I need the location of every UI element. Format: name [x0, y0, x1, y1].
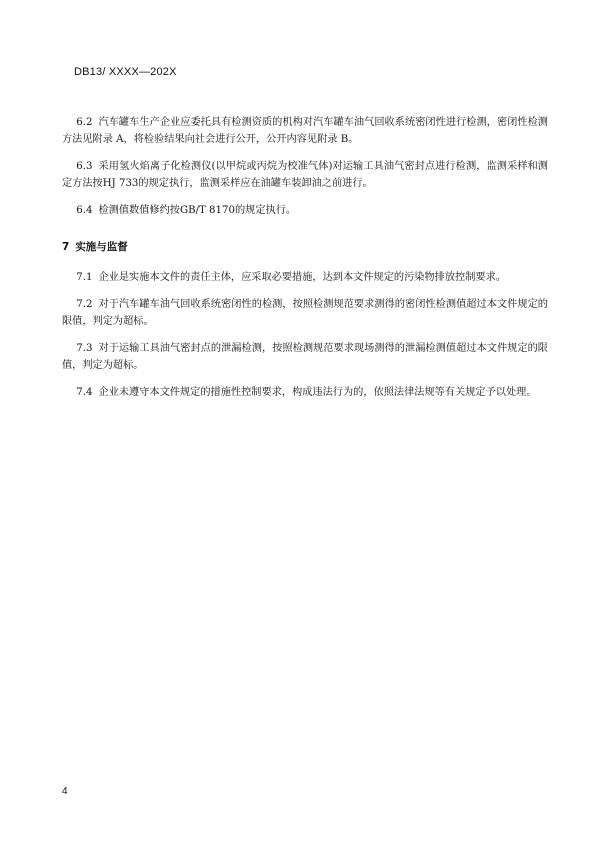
clause-7-4	[62, 384, 548, 401]
section-title: 实施与监督	[75, 241, 128, 253]
clause-number: 7.2	[76, 299, 93, 310]
clause-text: 汽车罐车生产企业应委托具有检测资质的机构对汽车罐车油气回收系统密闭性进行检测，密闭性检测方法见附录 A，将检验结果向社会进行公开，公开内容见附录 B。	[62, 117, 548, 145]
clause-text: 对于运输工具油气密封点的泄漏检测，按照检测规范要求现场测得的泄漏检测值超过本文件规定的限值，判定为超标。	[62, 343, 548, 371]
clause-text: 企业是实施本文件的责任主体，应采取必要措施，达到本文件规定的污染物排放控制要求。	[98, 272, 506, 283]
document-body	[62, 114, 548, 411]
clause-6-4	[62, 202, 548, 219]
clause-text: 企业未遵守本文件规定的措施性控制要求，构成违法行为的，依照法律法规等有关规定予以处理。	[98, 387, 537, 398]
clause-6-3	[62, 158, 548, 192]
clause-number: 6.3	[76, 161, 93, 172]
section-7-heading	[62, 239, 548, 255]
clause-6-2	[62, 114, 548, 148]
clause-number: 7.3	[76, 343, 93, 354]
document-code-header: DB13/ XXXX—202X	[74, 66, 177, 78]
clause-text: 检测值数值修约按GB/T 8170的规定执行。	[98, 205, 297, 216]
clause-text: 采用氢火焰离子化检测仪(以甲烷或丙烷为校准气体)对运输工具油气密封点进行检测，监测采样和测定方法按HJ 733的规定执行，监测采样应在油罐车装卸油之前进行。	[62, 161, 548, 189]
page-number: 4	[62, 786, 68, 797]
clause-number: 6.2	[76, 117, 93, 128]
clause-7-3	[62, 340, 548, 374]
clause-number: 7.1	[76, 272, 93, 283]
clause-number: 7.4	[76, 387, 93, 398]
clause-7-1	[62, 269, 548, 286]
clause-text: 对于汽车罐车油气回收系统密闭性的检测，按照检测规范要求测得的密闭性检测值超过本文件规定的限值，判定为超标。	[62, 299, 548, 327]
section-number: 7	[62, 241, 70, 253]
clause-number: 6.4	[76, 205, 93, 216]
clause-7-2	[62, 296, 548, 330]
